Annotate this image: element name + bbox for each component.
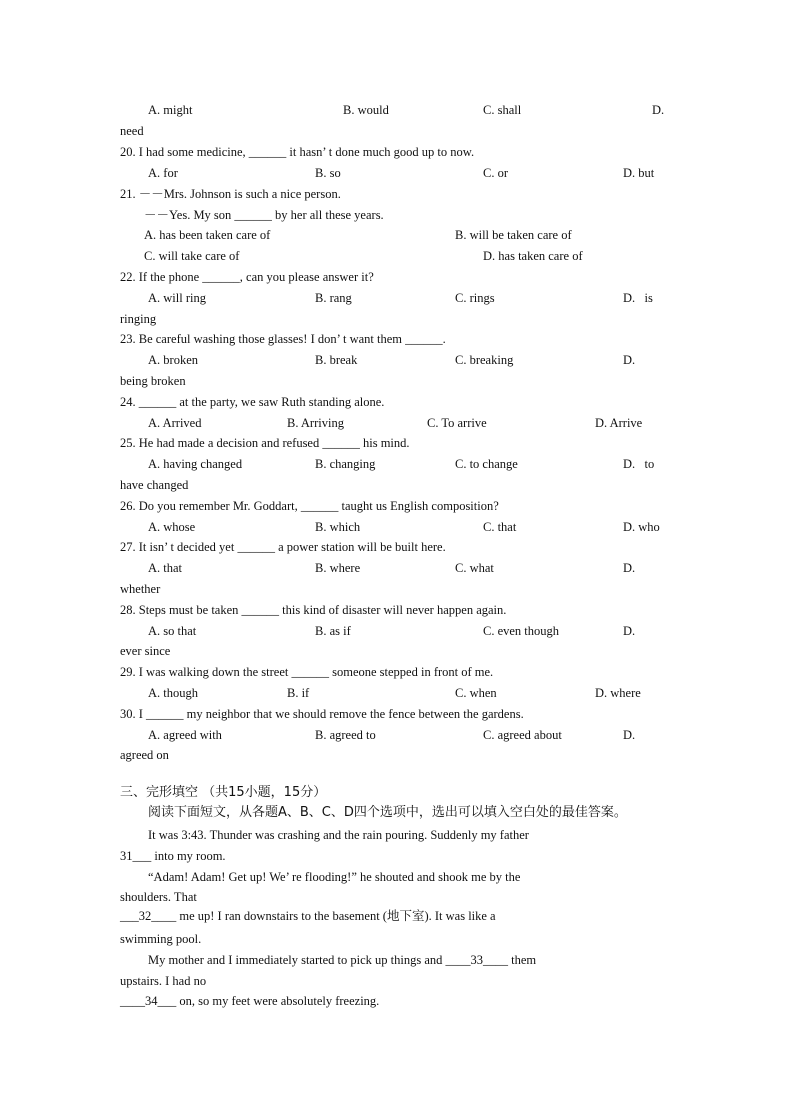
- passage-line: upstairs. I had no: [120, 974, 207, 988]
- q21-option-b: B. will be taken care of: [455, 228, 572, 242]
- q25-option-d-cont: have changed: [120, 478, 189, 492]
- q20-option-a: A. for: [148, 166, 178, 180]
- q27-option-d-cont: whether: [120, 582, 161, 596]
- q21-option-c: C. will take care of: [144, 249, 240, 263]
- q23-option-a: A. broken: [148, 353, 198, 367]
- q30-stem: 30. I ______ my neighbor that we should remove the fence between the gardens.: [120, 707, 524, 721]
- passage-line: swimming pool.: [120, 932, 202, 946]
- q30-option-b: B. agreed to: [315, 728, 376, 742]
- q29-option-c: C. when: [455, 686, 497, 700]
- q27-stem: 27. It isn’ t decided yet ______ a power station will be built here.: [120, 540, 446, 554]
- q27-option-d: D.: [623, 561, 636, 575]
- passage-line: ____34___ on, so my feet were absolutely freezing.: [120, 994, 380, 1008]
- q24-option-a: A. Arrived: [148, 416, 202, 430]
- q20-option-d: D. but: [623, 166, 655, 180]
- q24-option-c: C. To arrive: [427, 416, 487, 430]
- q26-option-d: D. who: [623, 520, 660, 534]
- section-heading: 三、完形填空 （共15小题，15分）: [120, 785, 327, 800]
- passage-line: 31___ into my room.: [120, 849, 226, 863]
- q22-option-a: A. will ring: [148, 291, 206, 305]
- q23-option-c: C. breaking: [455, 353, 514, 367]
- q30-option-c: C. agreed about: [483, 728, 562, 742]
- q28-option-c: C. even though: [483, 624, 560, 638]
- q29-option-b: B. if: [287, 686, 310, 700]
- q20-option-c: C. or: [483, 166, 508, 180]
- q25-stem: 25. He had made a decision and refused ______ his mind.: [120, 436, 410, 450]
- q29-option-d: D. where: [595, 686, 641, 700]
- q25-option-b: B. changing: [315, 457, 376, 471]
- passage-line: ___32____ me up! I ran downstairs to the basement (地下室). It was like a: [120, 909, 496, 923]
- q21-option-d: D. has taken care of: [483, 249, 583, 263]
- q29-option-a: A. though: [148, 686, 198, 700]
- q28-stem: 28. Steps must be taken ______ this kind of disaster will never happen again.: [120, 603, 507, 617]
- q24-option-d: D. Arrive: [595, 416, 643, 430]
- q26-option-c: C. that: [483, 520, 517, 534]
- q29-stem: 29. I was walking down the street ______ someone stepped in front of me.: [120, 665, 494, 679]
- q30-option-d-cont: agreed on: [120, 748, 169, 762]
- q23-option-d: D.: [623, 353, 636, 367]
- passage-line: shoulders. That: [120, 890, 197, 904]
- q23-stem: 23. Be careful washing those glasses! I don’ t want them ______.: [120, 332, 446, 346]
- q19-option-a: A. might: [148, 103, 193, 117]
- passage-line: “Adam! Adam! Get up! We’ re flooding!” he shouted and shook me by the: [148, 870, 521, 884]
- q28-option-b: B. as if: [315, 624, 351, 638]
- q28-option-d: D.: [623, 624, 636, 638]
- q22-option-d-cont: ringing: [120, 312, 157, 326]
- q23-option-d-cont: being broken: [120, 374, 186, 388]
- passage-line: It was 3:43. Thunder was crashing and the rain pouring. Suddenly my father: [148, 828, 529, 842]
- q26-option-a: A. whose: [148, 520, 196, 534]
- q19-option-c: C. shall: [483, 103, 522, 117]
- q24-option-b: B. Arriving: [287, 416, 344, 430]
- q27-option-c: C. what: [455, 561, 494, 575]
- q27-option-b: B. where: [315, 561, 361, 575]
- q25-option-c: C. to change: [455, 457, 518, 471]
- q27-option-a: A. that: [148, 561, 183, 575]
- q30-option-d: D.: [623, 728, 636, 742]
- q20-option-b: B. so: [315, 166, 341, 180]
- section-instruction: 阅读下面短文，从各题A、B、C、D四个选项中，选出可以填入空白处的最佳答案。: [148, 805, 627, 820]
- q22-option-c: C. rings: [455, 291, 495, 305]
- q26-option-b: B. which: [315, 520, 361, 534]
- q25-option-d: D. to: [623, 457, 655, 471]
- q28-option-d-cont: ever since: [120, 644, 171, 658]
- q21-option-a: A. has been taken care of: [144, 228, 271, 242]
- q19-option-d-cont: need: [120, 124, 144, 138]
- q30-option-a: A. agreed with: [148, 728, 222, 742]
- q26-stem: 26. Do you remember Mr. Goddart, ______ taught us English composition?: [120, 499, 499, 513]
- q21-stem: 21. －－Mrs. Johnson is such a nice person.: [120, 187, 341, 201]
- q24-stem: 24. ______ at the party, we saw Ruth standing alone.: [120, 395, 385, 409]
- q20-stem: 20. I had some medicine, ______ it hasn’ t done much good up to now.: [120, 145, 475, 159]
- q22-stem: 22. If the phone ______, can you please answer it?: [120, 270, 374, 284]
- q19-option-d: D.: [652, 103, 665, 117]
- q23-option-b: B. break: [315, 353, 358, 367]
- q22-option-b: B. rang: [315, 291, 352, 305]
- q21-stem-reply: －－Yes. My son ______ by her all these years.: [144, 208, 384, 222]
- q28-option-a: A. so that: [148, 624, 197, 638]
- passage-line: My mother and I immediately started to pick up things and ____33____ them: [148, 953, 537, 967]
- q25-option-a: A. having changed: [148, 457, 243, 471]
- q19-option-b: B. would: [343, 103, 389, 117]
- q22-option-d: D. is: [623, 291, 653, 305]
